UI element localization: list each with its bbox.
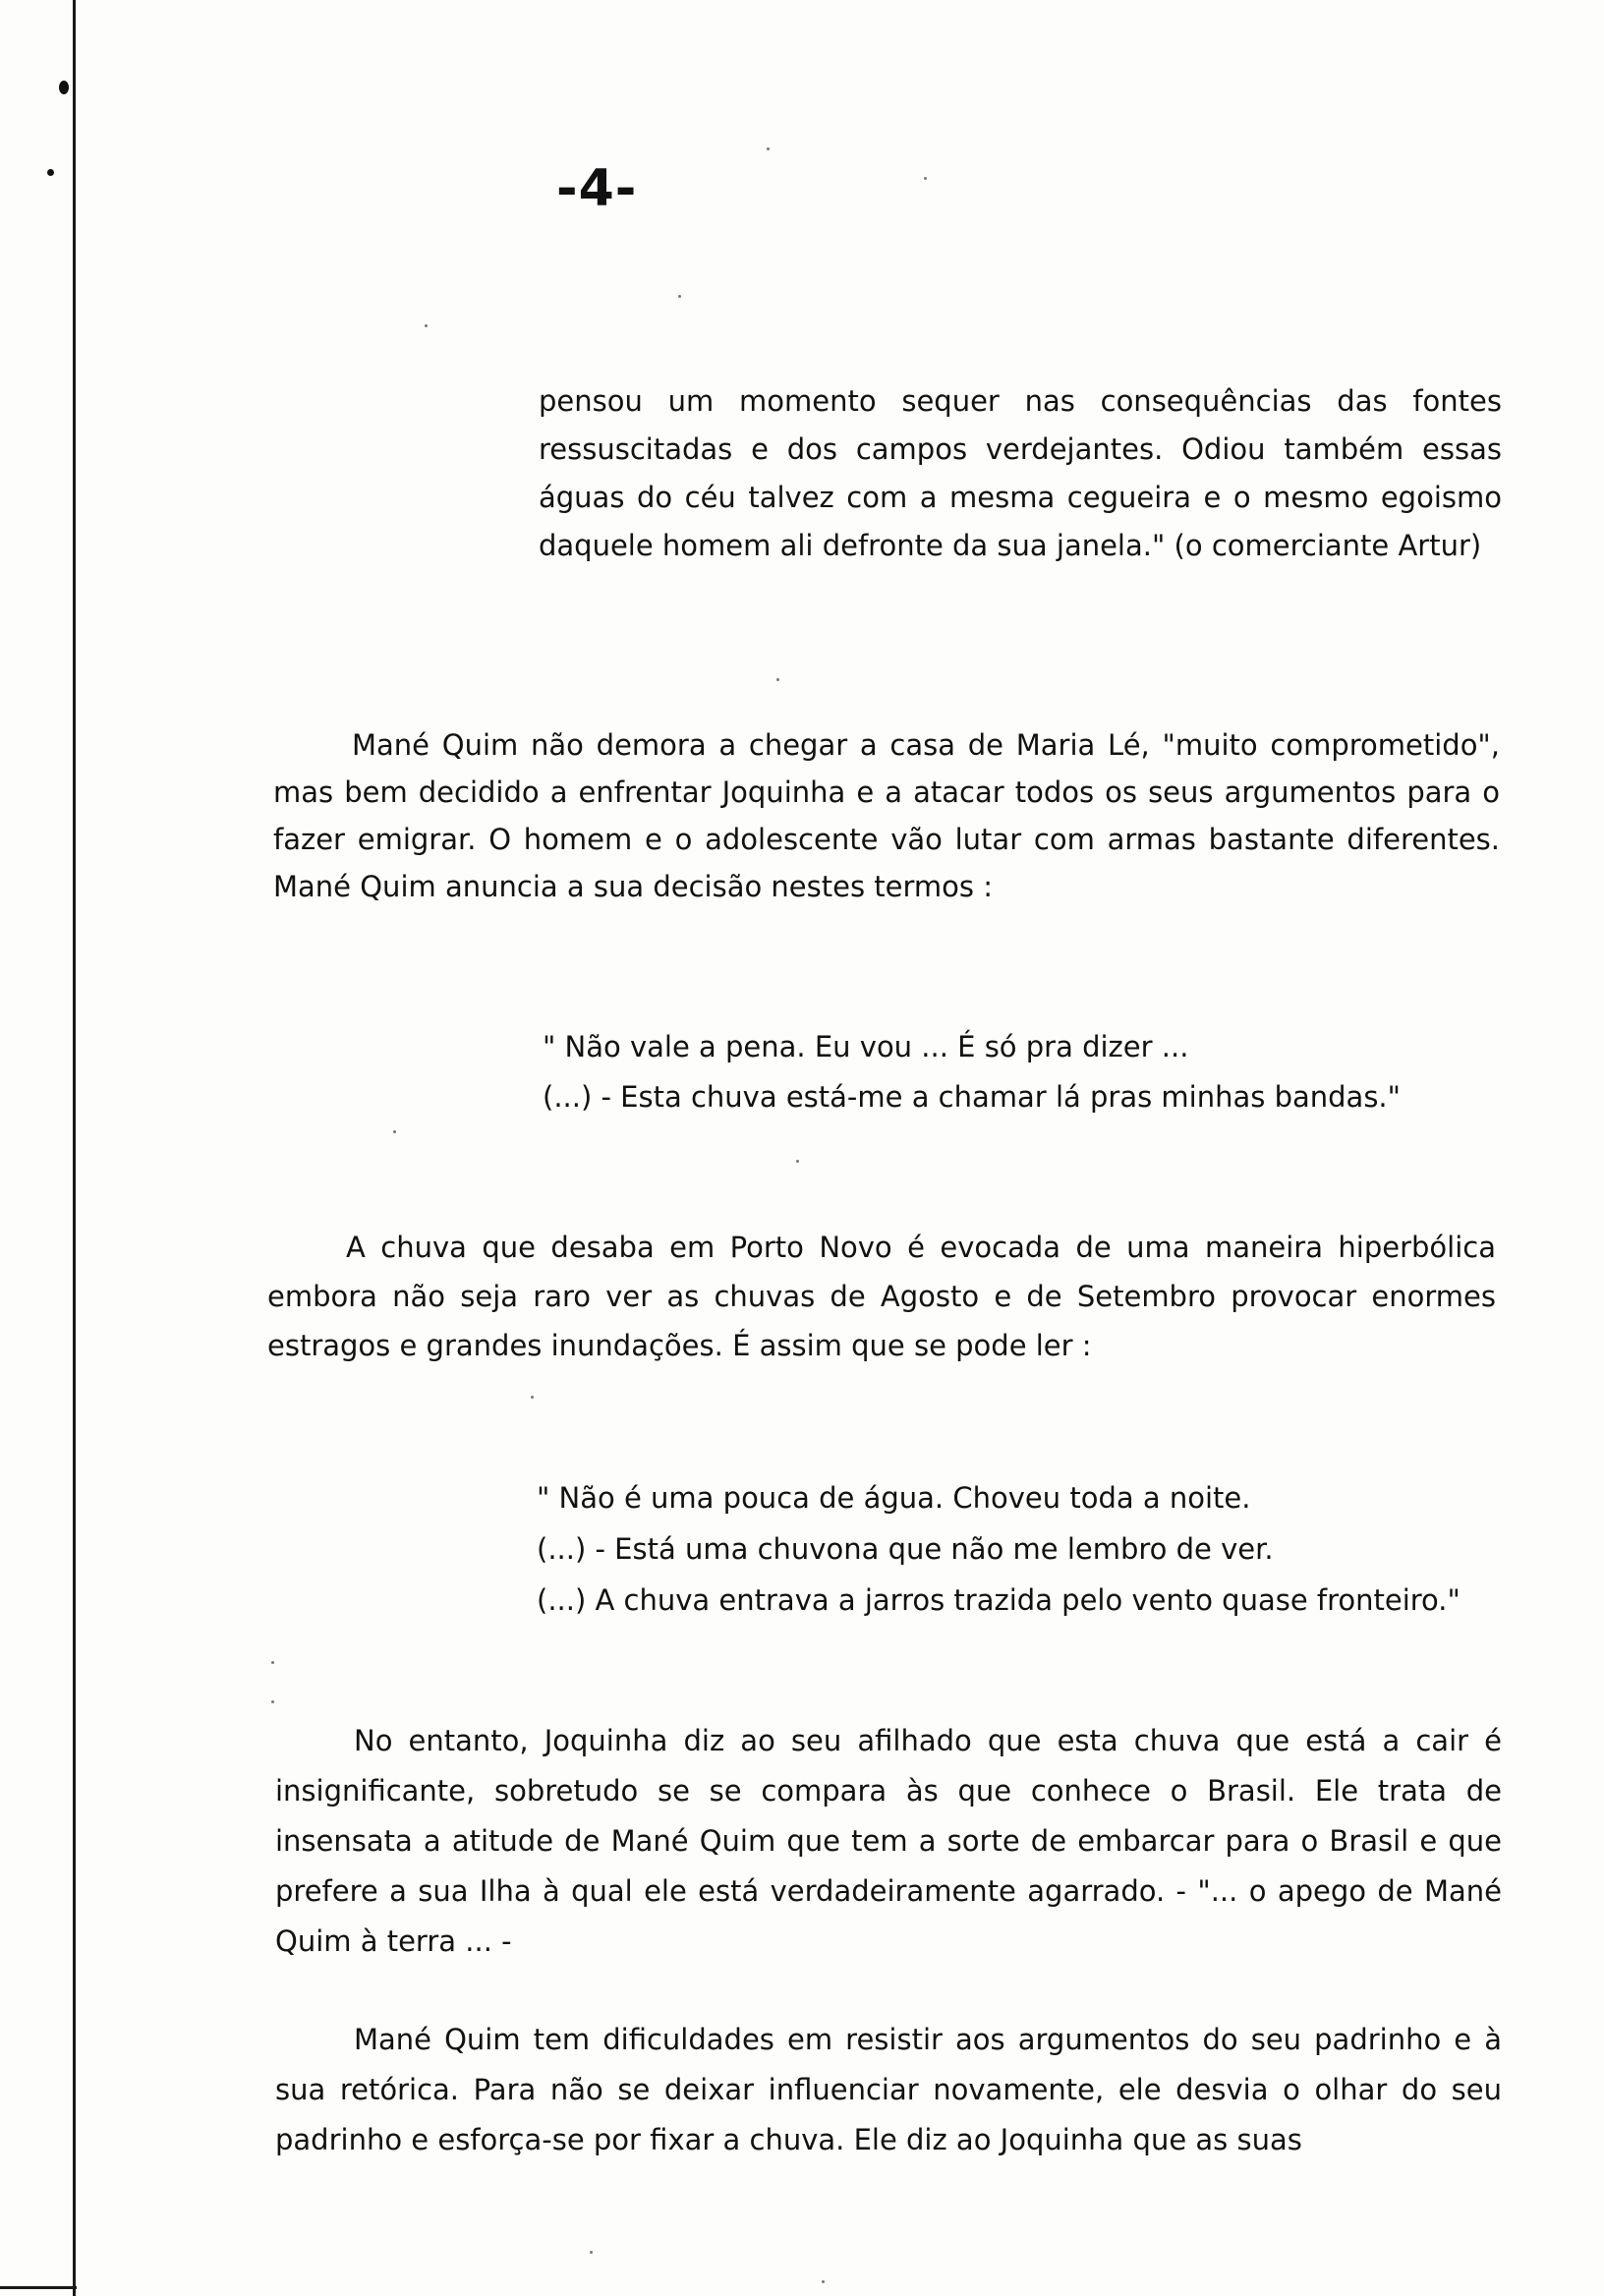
body-paragraph (267, 1223, 1496, 1370)
quote-line: (...) A chuva entrava a jarros trazida pelo vento quase fronteiro." (537, 1583, 1461, 1617)
continued-quote (539, 377, 1502, 570)
scan-speck (271, 1661, 274, 1664)
quote-line: " Não é uma pouca de água. Choveu toda a noite. (537, 1481, 1251, 1515)
left-margin-rule (73, 0, 76, 2296)
scan-speck (271, 1700, 274, 1703)
body-paragraph (275, 2015, 1502, 2165)
block-quote (543, 1022, 1506, 1122)
scan-speck (796, 1160, 799, 1163)
quote-line: " Não vale a pena. Eu vou ... É só pra dizer ... (543, 1030, 1189, 1063)
binding-dot (47, 169, 54, 176)
scan-speck (776, 678, 779, 681)
binding-mark (59, 81, 69, 94)
scan-speck (393, 1130, 396, 1133)
paragraph-text: Mané Quim tem dificuldades em resistir aos argumentos do seu padrinho e à sua retórica. Para não se deixar influenciar novamente, ele desvia o olhar do seu padrinho e esforça-se por fixar a chuva. Ele diz ao Joquinha que as suas (275, 2023, 1502, 2156)
body-paragraph (273, 721, 1500, 910)
scan-speck (425, 324, 428, 327)
block-quote (537, 1472, 1510, 1626)
body-paragraph (275, 1716, 1502, 1967)
paragraph-text: A chuva que desaba em Porto Novo é evocada de uma maneira hiperbólica embora não seja raro ver as chuvas de Agosto e de Setembro provocar enormes estragos e grandes inundações. É assim que se pode ler : (267, 1231, 1496, 1362)
scan-speck (678, 295, 681, 298)
scan-speck (767, 147, 770, 150)
page-number: -4- (556, 159, 638, 218)
scan-speck (924, 177, 927, 180)
continued-quote-text: pensou um momento sequer nas consequências das fontes ressuscitadas e dos campos verdejantes. Odiou também essas águas do céu talvez com a mesma cegueira e o mesmo egoismo daquele homem ali defronte da sua janela." (o comerciante Artur) (539, 384, 1502, 562)
quote-line: (...) - Esta chuva está-me a chamar lá pras minhas bandas." (543, 1080, 1401, 1114)
scan-speck (822, 2280, 825, 2283)
scan-speck (590, 2251, 593, 2254)
quote-line: (...) - Está uma chuvona que não me lembro de ver. (537, 1532, 1274, 1566)
paragraph-text: Mané Quim não demora a chegar a casa de Maria Lé, "muito comprometido", mas bem decidido a enfrentar Joquinha e a atacar todos os seus argumentos para o fazer emigrar. O homem e o adolescente vão lutar com armas bastante diferentes. Mané Quim anuncia a sua decisão nestes termos : (273, 728, 1500, 903)
bottom-corner-rule (0, 2286, 77, 2289)
paragraph-text: No entanto, Joquinha diz ao seu afilhado que esta chuva que está a cair é insignificante, sobretudo se se compara às que conhece o Brasil. Ele trata de insensata a atitude de Mané Quim que tem a sorte de embarcar para o Brasil e que prefere a sua Ilha à qual ele está verdadeiramente agarrado. - "... o apego de Mané Quim à terra ... - (275, 1724, 1502, 1958)
scan-speck (531, 1396, 534, 1399)
